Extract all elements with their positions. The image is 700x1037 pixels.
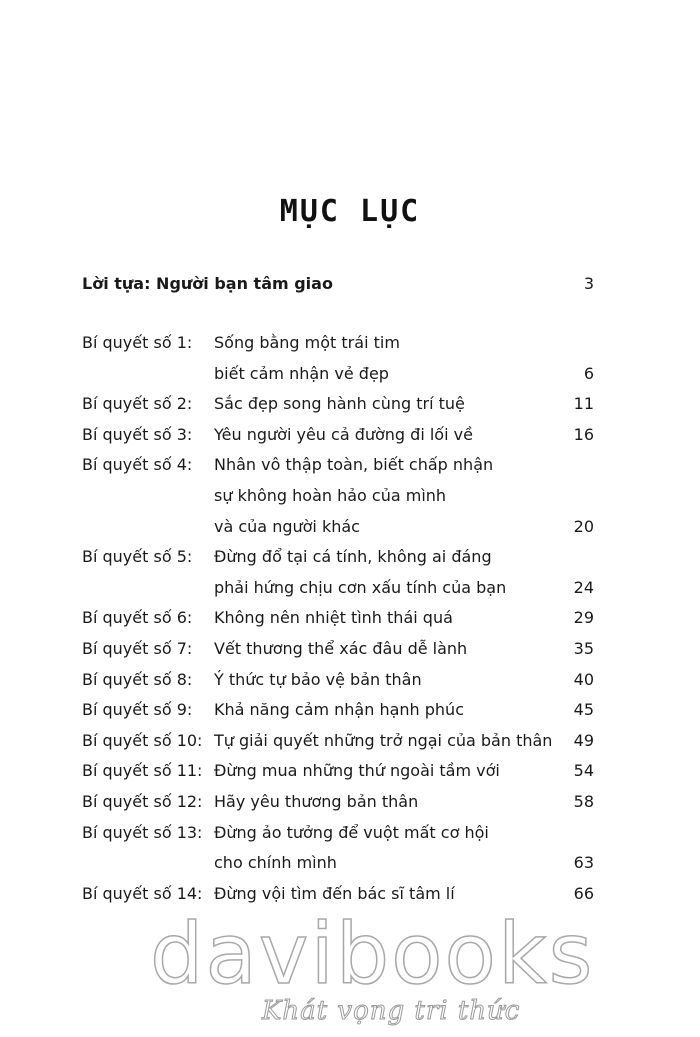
toc-entry-number: Bí quyết số 14: [82, 883, 203, 903]
toc-entry-number: Bí quyết số 2: [82, 394, 193, 414]
toc-entry [82, 389, 594, 420]
toc-entry-page-number: 45 [573, 700, 594, 720]
toc-entry-title-line: Ý thức tự bảo vệ bản thân [214, 669, 422, 689]
toc-entry-number: Bí quyết số 8: [82, 669, 193, 689]
toc-entry [82, 634, 594, 665]
toc-entry-number: Bí quyết số 3: [82, 424, 193, 444]
toc-entry-title-line: Đừng ảo tưởng để vuột mất cơ hội [214, 822, 489, 842]
watermark-brand: davibooks [150, 905, 595, 1003]
toc-entry-title [214, 542, 594, 603]
toc-entry-page-number: 54 [573, 761, 594, 781]
toc-entry-title [214, 695, 594, 726]
toc-entry-page-number: 29 [573, 608, 594, 628]
toc-entry-title-line: Vết thương thể xác đâu dễ lành [214, 638, 468, 658]
toc-entry-title [214, 818, 594, 879]
toc-entry [82, 787, 594, 818]
watermark-tagline: Khát vọng tri thức [262, 996, 521, 1026]
toc-entry [82, 726, 594, 757]
toc-entry [82, 665, 594, 696]
toc-entry-title-line: phải hứng chịu cơn xấu tính của bạn [214, 577, 507, 597]
toc-entry-title [214, 634, 594, 665]
toc-entry-number: Bí quyết số 5: [82, 547, 193, 567]
toc-entry-page-number: 16 [573, 424, 594, 444]
toc-entry-page-number: 6 [583, 363, 594, 383]
toc-entry-title-line: Đừng mua những thứ ngoài tầm với [214, 761, 500, 781]
toc-entry-title [214, 787, 594, 818]
toc-entry-title-line: Sống bằng một trái tim [214, 333, 400, 352]
toc-entry-page-number: 20 [573, 516, 594, 536]
toc-entry-number: Bí quyết số 13: [82, 822, 203, 842]
toc-entry-title-line: Khả năng cảm nhận hạnh phúc [214, 700, 464, 720]
toc-entry-title-line: Đừng vội tìm đến bác sĩ tâm lí [214, 883, 455, 903]
toc-entry [82, 603, 594, 634]
toc-entry-title-line: Đừng đổ tại cá tính, không ai đáng [214, 547, 492, 567]
toc-entry-page-number: 66 [573, 883, 594, 903]
toc-entry-number: Bí quyết số 1: [82, 333, 193, 352]
toc-entry [82, 420, 594, 451]
toc-entry-title-line: Không nên nhiệt tình thái quá [214, 608, 453, 628]
toc-entry [82, 542, 594, 603]
preface-page-number: 3 [583, 274, 594, 293]
toc-entry-title [214, 726, 594, 757]
toc-entry-title [214, 665, 594, 696]
toc-entry-page-number: 40 [573, 669, 594, 689]
toc-entry-title-line: và của người khác [214, 516, 360, 536]
page-title: MỤC LỤC [279, 194, 421, 229]
toc-entry-title-line: Yêu người yêu cả đường đi lối về [214, 424, 473, 444]
preface-label: Lời tựa: Người bạn tâm giao [82, 274, 333, 293]
toc-entry-number: Bí quyết số 12: [82, 791, 203, 811]
toc-entry-number: Bí quyết số 6: [82, 608, 193, 628]
toc-entry-title [214, 328, 594, 389]
toc-entry [82, 328, 594, 389]
toc-entry-title [214, 603, 594, 634]
preface-entry [82, 270, 594, 298]
toc-entry-number: Bí quyết số 10: [82, 730, 203, 750]
toc-entry-title-line: Nhân vô thập toàn, biết chấp nhận [214, 455, 494, 475]
toc-entry-title-line: Sắc đẹp song hành cùng trí tuệ [214, 394, 465, 414]
toc-entry-page-number: 11 [573, 394, 594, 414]
toc-entry-title-line: Tự giải quyết những trở ngại của bản thân [214, 730, 553, 750]
toc-entry-number: Bí quyết số 9: [82, 700, 193, 720]
toc-entry-number: Bí quyết số 4: [82, 455, 193, 475]
toc-entry [82, 818, 594, 879]
toc-entry-title [214, 756, 594, 787]
toc-entry [82, 695, 594, 726]
toc-list [82, 328, 594, 909]
toc-entry-title [214, 450, 594, 542]
toc-entry-number: Bí quyết số 7: [82, 638, 193, 658]
toc-entry-number: Bí quyết số 11: [82, 761, 203, 781]
toc-entry-page-number: 49 [573, 730, 594, 750]
toc-entry-title [214, 389, 594, 420]
toc-entry [82, 756, 594, 787]
toc-entry-page-number: 24 [573, 577, 594, 597]
toc-entry-title-line: sự không hoàn hảo của mình [214, 485, 447, 505]
toc-entry-page-number: 63 [573, 853, 594, 873]
toc-entry-title [214, 420, 594, 451]
toc-entry-title-line: cho chính mình [214, 853, 337, 873]
toc-entry-title-line: biết cảm nhận vẻ đẹp [214, 363, 389, 383]
toc-entry-title-line: Hãy yêu thương bản thân [214, 791, 419, 811]
toc-entry-page-number: 35 [573, 638, 594, 658]
toc-entry-page-number: 58 [573, 791, 594, 811]
toc-entry [82, 450, 594, 542]
